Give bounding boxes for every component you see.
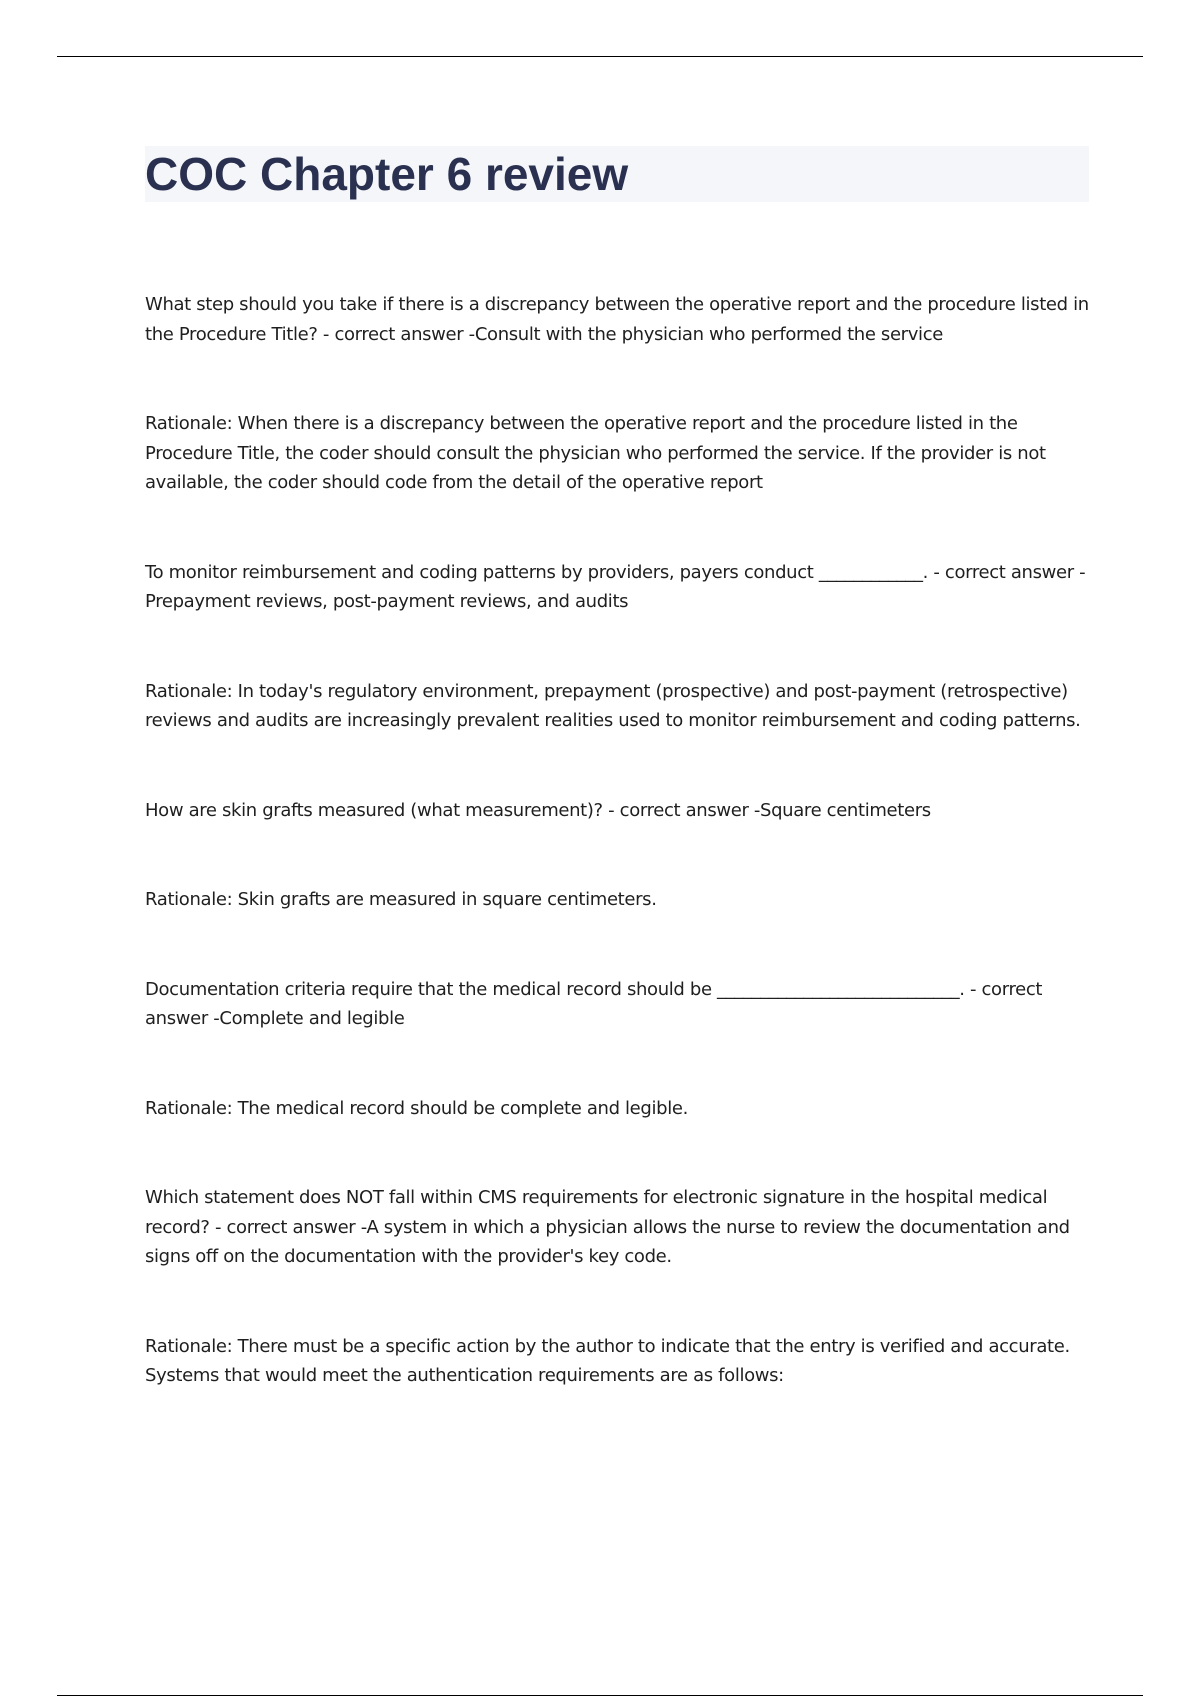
- question-paragraph: To monitor reimbursement and coding patterns by providers, payers conduct ____________. - correct answer -Prepayment reviews, post-payment reviews, and audits: [145, 561, 1086, 612]
- footer-rule: [57, 1695, 1143, 1696]
- question-paragraph: How are skin grafts measured (what measurement)? - correct answer -Square centimeters: [145, 799, 931, 821]
- question-paragraph: Which statement does NOT fall within CMS requirements for electronic signature in the hospital medical record? - correct answer -A system in which a physician allows the nurse to review the documentation and signs off on the documentation with the provider's key code.: [145, 1187, 1070, 1267]
- title-banner: [145, 146, 1089, 202]
- rationale-paragraph: Rationale: Skin grafts are measured in square centimeters.: [145, 889, 657, 910]
- rationale-paragraph: Rationale: In today's regulatory environment, prepayment (prospective) and post-payment (retrospective) reviews and audits are increasingly prevalent realities used to monitor reimbursement and coding patterns.: [145, 680, 1081, 731]
- rationale-paragraph: Rationale: When there is a discrepancy between the operative report and the procedure listed in the Procedure Title, the coder should consult the physician who performed the service. If the provider is not available, the coder should code from the detail of the operative report: [145, 413, 1046, 493]
- rationale-paragraph: Rationale: There must be a specific action by the author to indicate that the entry is verified and accurate. Systems that would meet the authentication requirements are as follows:: [145, 1335, 1070, 1386]
- question-paragraph: Documentation criteria require that the medical record should be ____________________________. - correct answer -Complete and legible: [145, 978, 1043, 1029]
- question-paragraph: What step should you take if there is a discrepancy between the operative report and the procedure listed in the Procedure Title? - correct answer -Consult with the physician who performed the service: [145, 294, 1089, 345]
- document-body: [145, 290, 1091, 1451]
- rationale-paragraph: Rationale: The medical record should be complete and legible.: [145, 1097, 688, 1119]
- header-rule: [57, 56, 1143, 57]
- page-title: COC Chapter 6 review: [145, 148, 629, 200]
